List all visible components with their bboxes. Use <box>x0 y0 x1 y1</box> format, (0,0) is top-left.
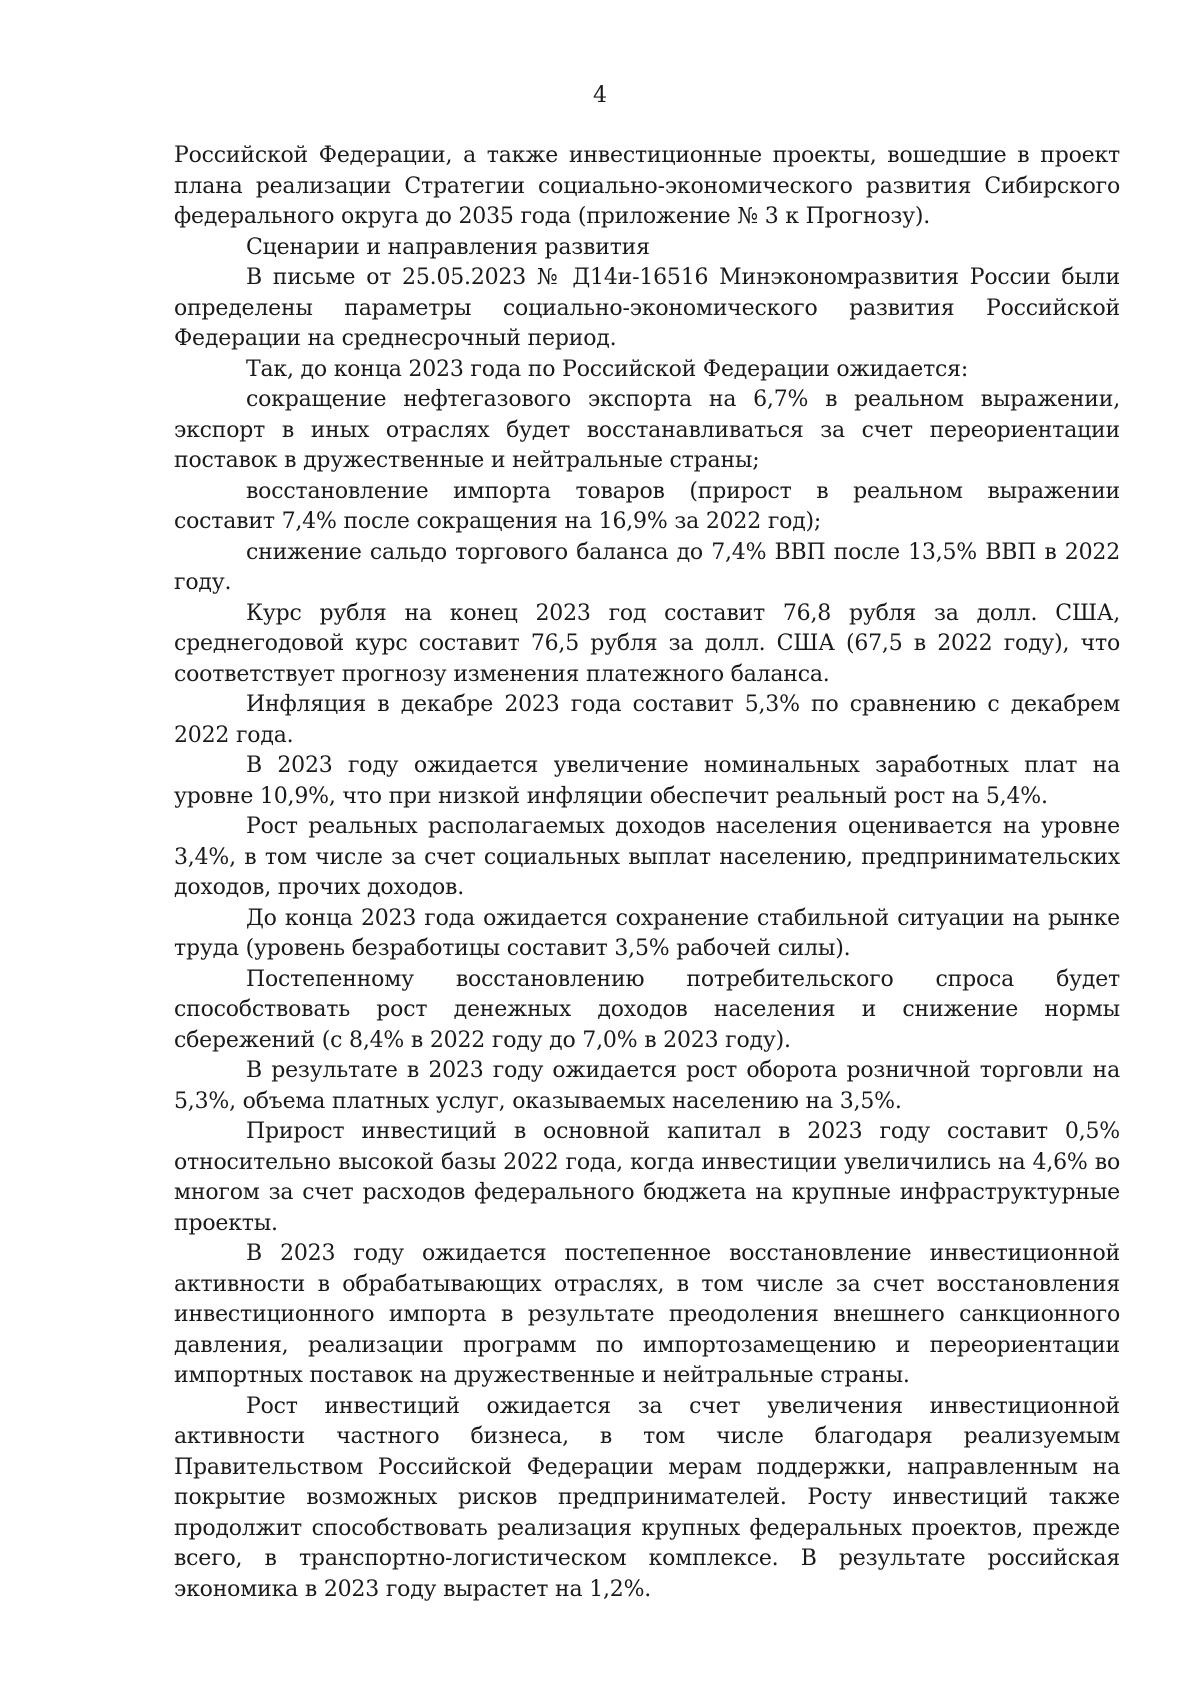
paragraph-continuation: Российской Федерации, а также инвестиционные проекты, вошедшие в проект плана реализации Стратегии социально-экономического развития Сибирского федерального округа до 2035 года (приложение № 3 к Прогнозу). <box>174 143 1120 229</box>
paragraph: В письме от 25.05.2023 № Д14и-16516 Минэкономразвития России были определены параметры социально-экономического развития Российской Федерации на среднесрочный период. <box>174 265 1120 351</box>
paragraph: Прирост инвестиций в основной капитал в 2023 году составит 0,5% относительно высокой базы 2022 года, когда инвестиции увеличились на 4,6% во многом за счет расходов федерального бюджета на крупные инфраструктурные проекты. <box>174 1119 1120 1236</box>
paragraph: Рост инвестиций ожидается за счет увеличения инвестиционной активности частного бизнеса, в том числе благодаря реализуемым Правительством Российской Федерации мерам поддержки, направленным на покрытие возможных рисков предпринимателей. Росту инвестиций также продолжит способствовать реализация крупных федеральных проектов, прежде всего, в транспортно-логистическом комплексе. В результате российская экономика в 2023 году вырастет на 1,2%. <box>174 1393 1120 1602</box>
paragraph: сокращение нефтегазового экспорта на 6,7% в реальном выражении, экспорт в иных отраслях будет восстанавливаться за счет переориентации поставок в дружественные и нейтральные страны; <box>174 387 1120 473</box>
paragraph: Рост реальных располагаемых доходов населения оценивается на уровне 3,4%, в том числе за счет социальных выплат населению, предпринимательских доходов, прочих доходов. <box>174 814 1120 900</box>
section-heading: Сценарии и направления развития <box>246 234 650 260</box>
paragraph: восстановление импорта товаров (прирост в реальном выражении составит 7,4% после сокращения на 16,9% за 2022 год); <box>174 478 1120 534</box>
paragraph: В результате в 2023 году ожидается рост оборота розничной торговли на 5,3%, объема платных услуг, оказываемых населению на 3,5%. <box>174 1058 1120 1114</box>
paragraph: снижение сальдо торгового баланса до 7,4% ВВП после 13,5% ВВП в 2022 году. <box>174 539 1120 595</box>
paragraph: В 2023 году ожидается увеличение номинальных заработных плат на уровне 10,9%, что при низкой инфляции обеспечит реальный рост на 5,4%. <box>174 753 1120 809</box>
paragraph: До конца 2023 года ожидается сохранение стабильной ситуации на рынке труда (уровень безработицы составит 3,5% рабочей силы). <box>174 905 1120 961</box>
paragraph: В 2023 году ожидается постепенное восстановление инвестиционной активности в обрабатывающих отраслях, в том числе за счет восстановления инвестиционного импорта в результате преодоления внешнего санкционного давления, реализации программ по импортозамещению и переориентации импортных поставок на дружественные и нейтральные страны. <box>174 1241 1120 1388</box>
paragraph: Так, до конца 2023 года по Российской Федерации ожидается: <box>246 356 969 382</box>
paragraph: Курс рубля на конец 2023 год составит 76,8 рубля за долл. США, среднегодовой курс составит 76,5 рубля за долл. США (67,5 в 2022 году), что соответствует прогнозу изменения платежного баланса. <box>174 600 1120 687</box>
paragraph: Постепенному восстановлению потребительского спроса будет способствовать рост денежных доходов населения и снижение нормы сбережений (с 8,4% в 2022 году до 7,0% в 2023 году). <box>174 966 1120 1053</box>
page-number: 4 <box>593 83 607 108</box>
paragraph: Инфляция в декабре 2023 года составит 5,3% по сравнению с декабрем 2022 года. <box>174 692 1120 748</box>
body-text <box>174 141 1120 1605</box>
